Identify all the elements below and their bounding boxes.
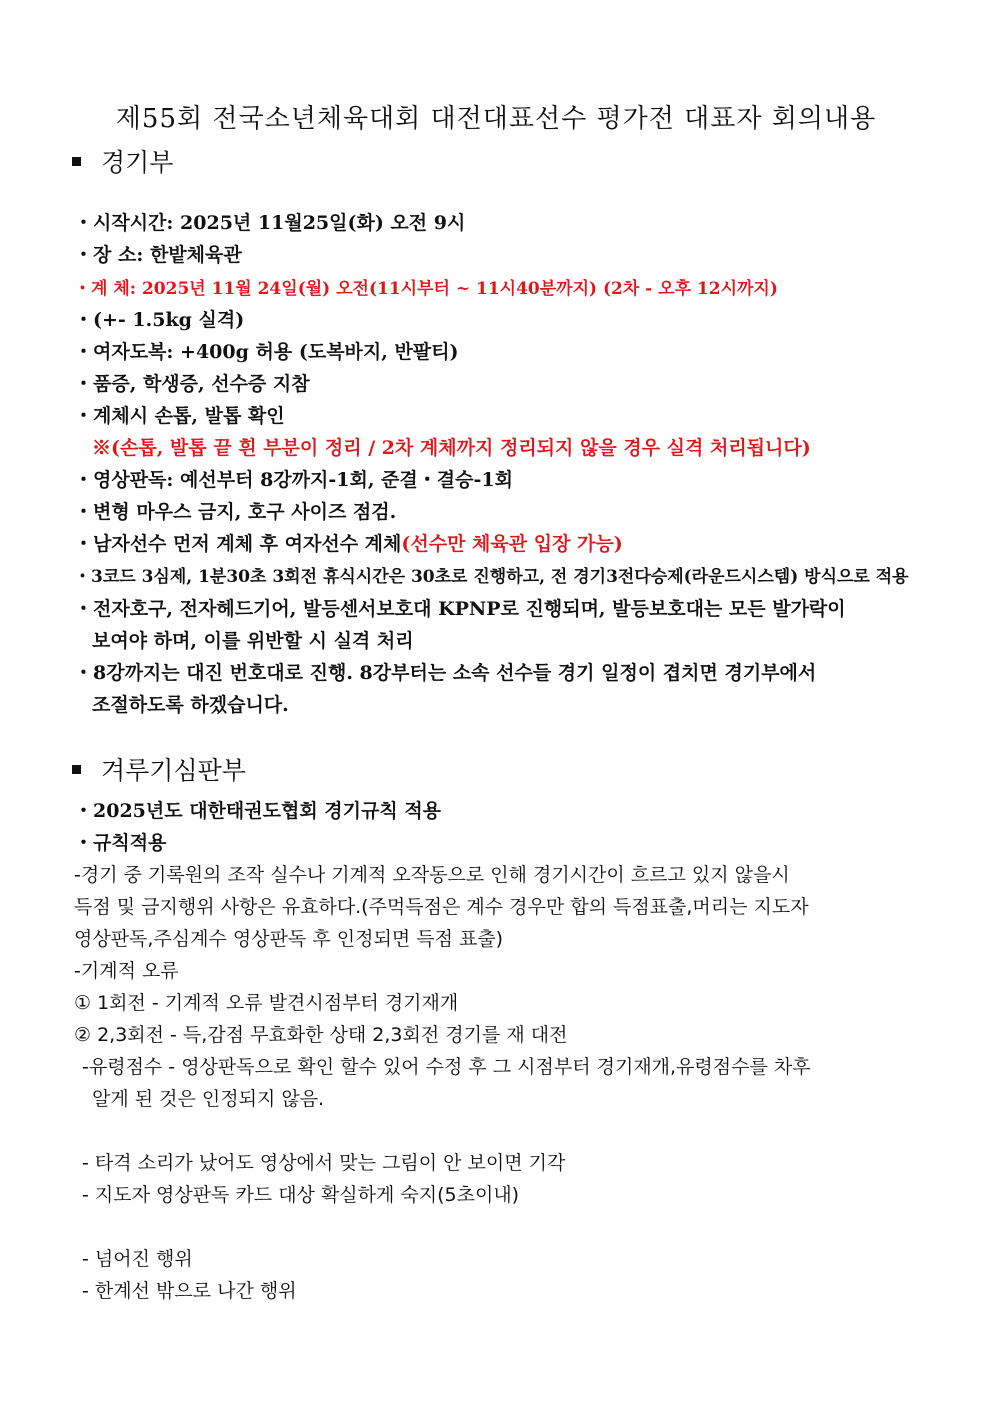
mechanical-error-item-2: ② 2,3회전 - 득,감점 무효화한 상태 2,3회전 경기를 재 대전 xyxy=(74,1024,568,1046)
paragraph-1-line-3: 영상판독,주심계수 영상판독 후 인정되면 득점 표출) xyxy=(74,928,504,950)
square-bullet-icon xyxy=(72,157,81,166)
ghost-score-line-1: -유령점수 - 영상판독으로 확인 할수 있어 수정 후 그 시점부터 경기재개,유령점수를 차후 xyxy=(82,1056,811,1078)
dismissal-item-2: - 지도자 영상판독 카드 대상 확실하게 숙지(5초이내) xyxy=(82,1184,520,1206)
equipment-line-2: 보여야 하며, 이를 위반할 시 실격 처리 xyxy=(92,630,414,652)
paragraph-1-line-1: -경기 중 기록원의 조작 실수나 기계적 오작동으로 인해 경기시간이 흐르고 있지 않을시 xyxy=(74,864,790,886)
mechanical-error-heading: -기계적 오류 xyxy=(74,960,179,982)
bracket-line-2: 조절하도록 하겠습니다. xyxy=(92,694,289,716)
weigh-order: ・남자선수 먼저 계체 후 여자선수 계체(선수만 체육관 입장 가능) xyxy=(74,533,623,555)
mechanical-error-item-1: ① 1회전 - 기계적 오류 발견시점부터 경기재개 xyxy=(74,992,459,1014)
section-heading-competition: 경기부 xyxy=(72,143,173,179)
dismissal-item-1: - 타격 소리가 났어도 영상에서 맞는 그림이 안 보이면 기각 xyxy=(82,1152,566,1174)
penalty-item-2: - 한계선 밖으로 나간 행위 xyxy=(82,1280,297,1302)
female-uniform: ・여자도복: +400g 허용 (도복바지, 반팔티) xyxy=(74,341,459,363)
weigh-order-note: (선수만 체육관 입장 가능) xyxy=(401,533,623,555)
weigh-in-time: ・계 체: 2025년 11월 24일(월) 오전(11시부터 ~ 11시40분까지) (2차 - 오후 12시까지) xyxy=(74,279,778,299)
required-documents: ・품증, 학생증, 선수증 지참 xyxy=(74,373,310,395)
nails-warning: ※(손톱, 발톱 끝 흰 부분이 정리 / 2차 계체까지 정리되지 않을 경우 실격 처리됩니다) xyxy=(92,437,811,459)
bracket-line-1: ・8강까지는 대진 번호대로 진행. 8강부터는 소속 선수들 경기 일정이 겹치면 경기부에서 xyxy=(74,662,817,684)
document-title: 제55회 전국소년체육대회 대전대표선수 평가전 대표자 회의내용 xyxy=(115,104,877,134)
weight-tolerance: ・(+- 1.5kg 실격) xyxy=(74,309,245,331)
section-heading-referee: 겨루기심판부 xyxy=(72,751,246,787)
start-time: ・시작시간: 2025년 11월25일(화) 오전 9시 xyxy=(74,212,466,234)
video-review: ・영상판독: 예선부터 8강까지-1회, 준결・결승-1회 xyxy=(74,469,513,491)
rules-applied: ・2025년도 대한태권도협회 경기규칙 적용 xyxy=(74,800,442,822)
equipment-line-1: ・전자호구, 전자헤드기어, 발등센서보호대 KPNP로 진행되며, 발등보호대는 모든 발가락이 xyxy=(74,598,846,620)
paragraph-1-line-2: 득점 및 금지행위 사항은 유효하다.(주먹득점은 계수 경우만 합의 득점표출,머리는 지도자 xyxy=(74,896,809,918)
rules-heading: ・규칙적용 xyxy=(74,832,167,854)
mouthguard-rule: ・변형 마우스 금지, 호구 사이즈 점검. xyxy=(74,501,397,523)
round-system: ・3코드 3심제, 1분30초 3회전 휴식시간은 30초로 진행하고, 전 경기3전다승제(라운드시스템) 방식으로 적용 xyxy=(74,567,909,587)
penalty-item-1: - 넘어진 행위 xyxy=(82,1248,193,1270)
nails-check: ・계체시 손톱, 발톱 확인 xyxy=(74,405,285,427)
ghost-score-line-2: 알게 된 것은 인정되지 않음. xyxy=(92,1088,325,1110)
venue: ・장 소: 한밭체육관 xyxy=(74,244,242,266)
square-bullet-icon xyxy=(72,765,81,774)
